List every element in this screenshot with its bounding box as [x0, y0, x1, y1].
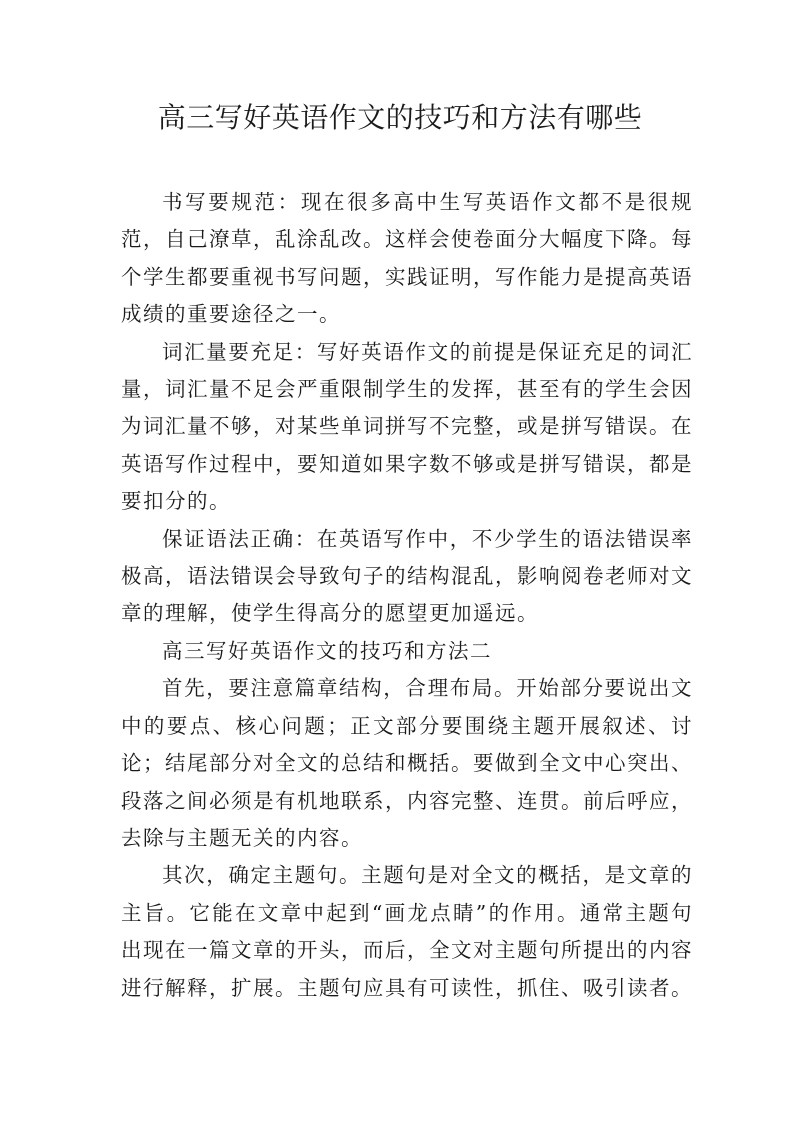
section-subheading: 高三写好英语作文的技巧和方法二 — [162, 638, 492, 663]
paragraph-structure: 首先，要注意篇章结构，合理布局。开始部分要说出文中的要点、核心问题；正文部分要围绕主题开展叙述、讨论；结尾部分对全文的总结和概括。要做到全文中心突出、段落之间必须是有机地联系，内容完整、连贯。前后呼应，去除与主题无关的内容。 — [121, 676, 693, 850]
paragraph-topic-sentence: 其次，确定主题句。主题句是对全文的概括，是文章的主旨。它能在文章中起到“画龙点睛”的作用。通常主题句出现在一篇文章的开头，而后，全文对主题句所提出的内容进行解释，扩展。主题句应具有可读性，抓住、吸引读者。 — [121, 863, 693, 1000]
document-body — [121, 184, 693, 1007]
document-title: 高三写好英语作文的技巧和方法有哪些 — [157, 101, 643, 134]
paragraph-grammar: 保证语法正确：在英语写作中，不少学生的语法错误率极高，语法错误会导致句子的结构混乱，影响阅卷老师对文章的理解，使学生得高分的愿望更加遥远。 — [121, 526, 693, 626]
paragraph-vocabulary: 词汇量要充足：写好英语作文的前提是保证充足的词汇量，词汇量不足会严重限制学生的发挥，甚至有的学生会因为词汇量不够，对某些单词拼写不完整，或是拼写错误。在英语写作过程中，要知道如果字数不够或是拼写错误，都是要扣分的。 — [121, 339, 693, 514]
paragraph-writing-standards: 书写要规范：现在很多高中生写英语作文都不是很规范，自己潦草，乱涂乱改。这样会使卷面分大幅度下降。每个学生都要重视书写问题，实践证明，写作能力是提高英语成绩的重要途径之一。 — [121, 190, 693, 327]
